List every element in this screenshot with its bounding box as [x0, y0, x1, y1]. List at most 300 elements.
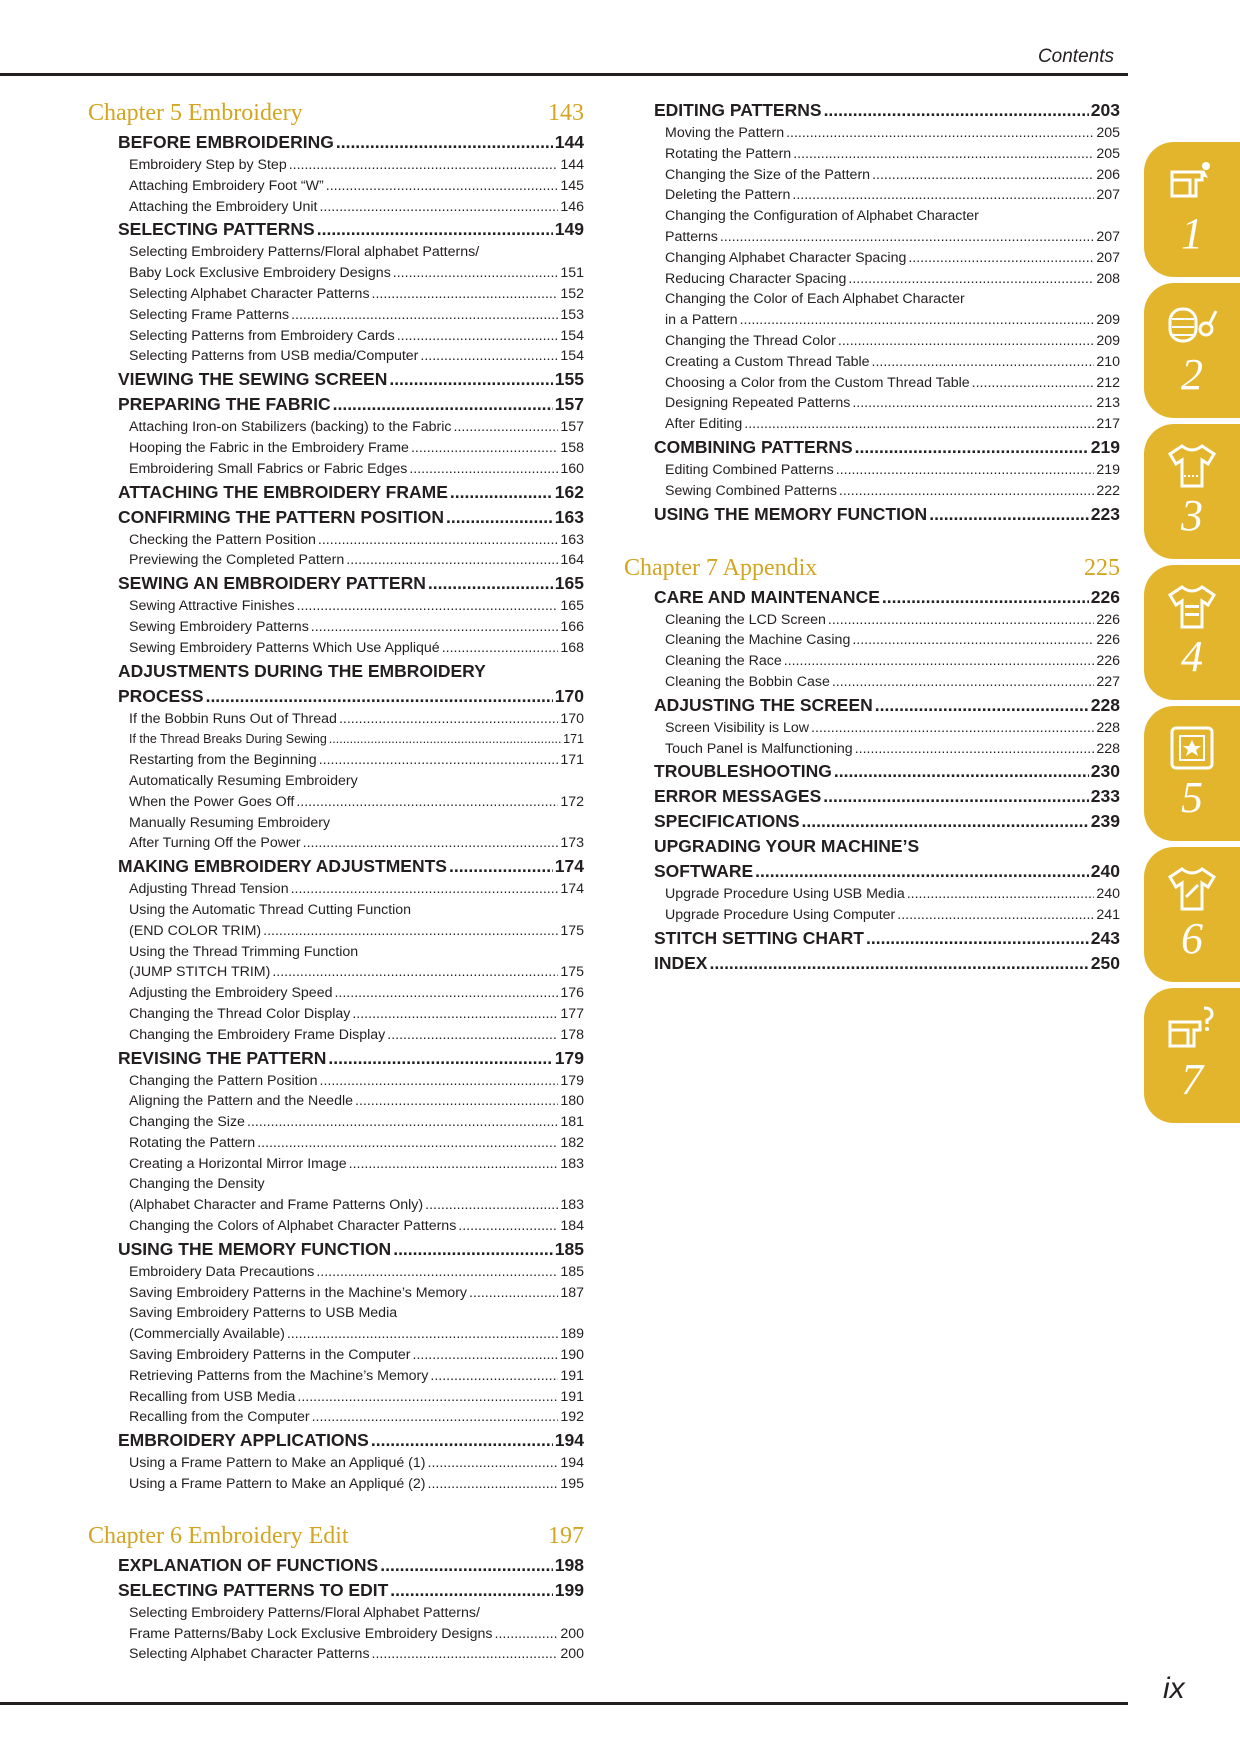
- entry-page: 145: [560, 177, 584, 194]
- chapter-heading[interactable]: [88, 1521, 584, 1551]
- toc-entry[interactable]: [88, 550, 584, 571]
- toc-section-title-line[interactable]: ADJUSTMENTS DURING THE EMBROIDERY: [118, 660, 486, 681]
- toc-entry[interactable]: [88, 729, 584, 750]
- entry-page: 226: [1096, 653, 1120, 670]
- toc-entry[interactable]: [88, 1091, 584, 1112]
- entry-page: 180: [560, 1093, 584, 1110]
- dot-leader: [972, 373, 1095, 394]
- entry-title: If the Bobbin Runs Out of Thread: [129, 710, 337, 727]
- section-page: 179: [554, 1047, 584, 1068]
- embroidery-frame-icon: [1166, 722, 1218, 774]
- entry-page: 157: [560, 419, 584, 436]
- entry-title: Attaching Iron-on Stabilizers (backing) to the Fabric: [129, 419, 452, 436]
- dot-leader: [834, 759, 1089, 784]
- toc-entry[interactable]: [88, 1112, 584, 1133]
- entry-page: 205: [1096, 125, 1120, 141]
- toc-entry[interactable]: [88, 962, 584, 983]
- entry-page: 163: [560, 531, 584, 548]
- toc-entry[interactable]: [624, 144, 1120, 165]
- section-title: USING THE MEMORY FUNCTION: [118, 1238, 392, 1259]
- entry-title: Using a Frame Pattern to Make an Appliqué (1): [129, 1455, 426, 1472]
- toc-entry[interactable]: [88, 638, 584, 659]
- entry-page: 181: [560, 1114, 584, 1131]
- entry-page: 154: [560, 348, 584, 365]
- dot-leader: [397, 326, 559, 347]
- toc-section[interactable]: [88, 480, 584, 505]
- dot-leader: [291, 879, 559, 900]
- entry-title: Adjusting the Embroidery Speed: [129, 985, 333, 1002]
- toc-section[interactable]: [88, 684, 584, 709]
- entry-title: After Turning Off the Power: [129, 835, 301, 852]
- toc-entry[interactable]: [88, 1644, 584, 1665]
- entry-page: 219: [1096, 461, 1120, 478]
- toc-entry[interactable]: [88, 833, 584, 854]
- dot-leader: [855, 739, 1095, 760]
- entry-title: Aligning the Pattern and the Needle: [129, 1093, 354, 1110]
- toc-entry-title-line[interactable]: Changing the Configuration of Alphabet Character: [665, 208, 979, 225]
- toc-entry[interactable]: [624, 331, 1120, 352]
- section-title: MAKING EMBROIDERY ADJUSTMENTS: [118, 856, 447, 877]
- toc-section[interactable]: [88, 217, 584, 242]
- entry-page: 172: [560, 793, 584, 810]
- toc-entry-title-line[interactable]: Automatically Resuming Embroidery: [129, 772, 358, 789]
- toc-entry[interactable]: [88, 346, 584, 367]
- entry-title: Retrieving Patterns from the Machine’s Memory: [129, 1367, 429, 1384]
- dot-leader: [387, 1025, 558, 1046]
- toc-entry[interactable]: [624, 905, 1120, 926]
- entry-title: Upgrade Procedure Using USB Media: [665, 886, 905, 903]
- dot-leader: [333, 392, 553, 417]
- entry-title: Embroidering Small Fabrics or Fabric Edges: [129, 460, 408, 477]
- dot-leader: [740, 310, 1095, 331]
- section-title: CARE AND MAINTENANCE: [654, 586, 880, 607]
- toc-entry[interactable]: [88, 709, 584, 730]
- entry-page: 158: [560, 439, 584, 456]
- entry-page: 174: [560, 881, 584, 898]
- dot-leader: [897, 905, 1094, 926]
- dot-leader: [907, 884, 1095, 905]
- entry-page: 207: [1096, 249, 1120, 266]
- toc-entry-title-line[interactable]: Selecting Embroidery Patterns/Floral Alphabet Patterns/: [129, 1604, 480, 1621]
- dot-leader: [832, 672, 1094, 693]
- entry-page: 191: [560, 1367, 584, 1384]
- entry-title: Upgrade Procedure Using Computer: [665, 907, 896, 924]
- toc-entry[interactable]: [88, 750, 584, 771]
- toc-entry-title-line[interactable]: Changing the Density: [129, 1176, 265, 1193]
- bottom-rule: [0, 1702, 1128, 1705]
- toc-entry[interactable]: [624, 393, 1120, 414]
- entry-title: Sewing Attractive Finishes: [129, 598, 295, 615]
- entry-title: Screen Visibility is Low: [665, 719, 810, 736]
- toc-section[interactable]: [624, 951, 1120, 976]
- dot-leader: [792, 185, 1094, 206]
- toc-section[interactable]: [88, 1237, 584, 1262]
- section-title: EXPLANATION OF FUNCTIONS: [118, 1554, 379, 1575]
- toc-entry[interactable]: [88, 459, 584, 480]
- toc-section[interactable]: [88, 130, 584, 155]
- entry-title: Sewing Embroidery Patterns: [129, 618, 309, 635]
- dot-leader: [334, 983, 558, 1004]
- toc-entry[interactable]: [624, 651, 1120, 672]
- entry-title: Sewing Combined Patterns: [665, 482, 837, 499]
- dot-leader: [838, 331, 1094, 352]
- toc-entry[interactable]: [624, 481, 1120, 502]
- entry-title: If the Thread Breaks During Sewing: [129, 732, 327, 747]
- entry-title: Recalling from USB Media: [129, 1388, 296, 1405]
- entry-page: 210: [1096, 353, 1120, 370]
- toc-entry[interactable]: [88, 596, 584, 617]
- dot-leader: [425, 1195, 558, 1216]
- dot-leader: [852, 393, 1094, 414]
- toc-entry[interactable]: [88, 1216, 584, 1237]
- entry-page: 178: [560, 1026, 584, 1043]
- entry-page: 192: [560, 1409, 584, 1426]
- toc-section-title-line[interactable]: UPGRADING YOUR MACHINE’S: [654, 836, 920, 857]
- toc-entry[interactable]: [88, 1004, 584, 1025]
- section-page: 198: [554, 1554, 584, 1575]
- toc-left-column: [88, 98, 584, 1665]
- toc-section[interactable]: [88, 854, 584, 879]
- section-title: EMBROIDERY APPLICATIONS: [118, 1430, 369, 1451]
- toc-entry[interactable]: [88, 921, 584, 942]
- toc-entry-title-line[interactable]: Using the Automatic Thread Cutting Function: [129, 901, 412, 918]
- dot-leader: [428, 1474, 559, 1495]
- toc-entry[interactable]: [88, 1262, 584, 1283]
- dot-leader: [272, 962, 558, 983]
- entry-title: Previewing the Completed Pattern: [129, 552, 345, 569]
- dot-leader: [929, 502, 1089, 527]
- chapter-tab-number: 2: [1181, 350, 1203, 399]
- dot-leader: [793, 144, 1094, 165]
- toc-entry[interactable]: [624, 185, 1120, 206]
- dot-leader: [336, 130, 553, 155]
- toc-section[interactable]: [624, 585, 1120, 610]
- dot-leader: [866, 926, 1089, 951]
- toc-entry[interactable]: [624, 352, 1120, 373]
- section-page: 223: [1090, 503, 1120, 524]
- dot-leader: [852, 630, 1094, 651]
- toc-section[interactable]: [88, 1428, 584, 1453]
- toc-entry[interactable]: [624, 630, 1120, 651]
- toc-entry-title-line[interactable]: Manually Resuming Embroidery: [129, 814, 331, 831]
- toc-section[interactable]: [624, 859, 1120, 884]
- dot-leader: [287, 1324, 558, 1345]
- entry-title: Checking the Pattern Position: [129, 531, 316, 548]
- section-title: USING THE MEMORY FUNCTION: [654, 503, 928, 524]
- section-title: STITCH SETTING CHART: [654, 927, 864, 948]
- entry-title: Cleaning the Race: [665, 653, 782, 670]
- chapter-tab-number: 4: [1181, 632, 1203, 681]
- shirt-stitch-icon: [1166, 440, 1218, 492]
- toc-entry[interactable]: [88, 1133, 584, 1154]
- entry-page: 194: [560, 1455, 584, 1472]
- dot-leader: [469, 1283, 558, 1304]
- dot-leader: [872, 352, 1095, 373]
- toc-entry[interactable]: [624, 123, 1120, 144]
- toc-entry[interactable]: [88, 1366, 584, 1387]
- toc-entry[interactable]: [624, 610, 1120, 631]
- toc-entry[interactable]: [624, 373, 1120, 394]
- entry-page: 240: [1096, 886, 1120, 903]
- chapter-page: 225: [1084, 554, 1120, 581]
- toc-section[interactable]: [624, 784, 1120, 809]
- toc-entry[interactable]: [624, 227, 1120, 248]
- entry-page: 187: [560, 1284, 584, 1301]
- entry-title: Attaching Embroidery Foot “W”: [129, 177, 324, 194]
- toc-section[interactable]: [88, 1578, 584, 1603]
- toc-entry[interactable]: [624, 248, 1120, 269]
- toc-section[interactable]: [624, 693, 1120, 718]
- dot-leader: [848, 269, 1094, 290]
- entry-page: 189: [560, 1326, 584, 1343]
- dot-leader: [372, 284, 559, 305]
- entry-page: 166: [560, 618, 584, 635]
- entry-title: Reducing Character Spacing: [665, 270, 847, 287]
- toc-entry[interactable]: [88, 438, 584, 459]
- section-page: 219: [1090, 436, 1120, 457]
- dot-leader: [339, 709, 558, 730]
- toc-entry[interactable]: [88, 1025, 584, 1046]
- toc-section[interactable]: [88, 367, 584, 392]
- toc-section[interactable]: [624, 502, 1120, 527]
- chapter-heading[interactable]: [624, 553, 1120, 583]
- dot-leader: [811, 718, 1094, 739]
- toc-entry[interactable]: [88, 1387, 584, 1408]
- toc-right-column: [624, 98, 1120, 976]
- toc-section[interactable]: [88, 392, 584, 417]
- entry-page: 160: [560, 460, 584, 477]
- chapter-tab-4[interactable]: [1144, 565, 1240, 700]
- entry-page: 168: [560, 639, 584, 656]
- section-page: 243: [1090, 927, 1120, 948]
- machine-help-icon: [1166, 1004, 1218, 1056]
- section-title: PREPARING THE FABRIC: [118, 394, 331, 415]
- entry-title: When the Power Goes Off: [129, 793, 295, 810]
- entry-page: 183: [560, 1197, 584, 1214]
- toc-entry[interactable]: [88, 1071, 584, 1092]
- dot-leader: [411, 438, 558, 459]
- toc-section[interactable]: [88, 1553, 584, 1578]
- dot-leader: [263, 921, 558, 942]
- toc-section[interactable]: [88, 505, 584, 530]
- section-title: ATTACHING THE EMBROIDERY FRAME: [118, 481, 448, 502]
- entry-page: 152: [560, 285, 584, 302]
- entry-title: Hooping the Fabric in the Embroidery Frame: [129, 439, 409, 456]
- section-page: 194: [554, 1430, 584, 1451]
- toc-section[interactable]: [624, 98, 1120, 123]
- entry-title: (JUMP STITCH TRIM): [129, 964, 271, 981]
- chapter-page: 197: [548, 1522, 584, 1549]
- section-page: 239: [1090, 811, 1120, 832]
- dot-leader: [329, 729, 561, 750]
- entry-title: Embroidery Data Precautions: [129, 1263, 315, 1280]
- entry-title: Designing Repeated Patterns: [665, 395, 851, 412]
- toc-entry[interactable]: [88, 305, 584, 326]
- entry-page: 182: [560, 1134, 584, 1151]
- toc-entry-title-line[interactable]: Saving Embroidery Patterns to USB Media: [129, 1305, 398, 1322]
- entry-page: 227: [1096, 673, 1120, 690]
- section-page: 144: [554, 132, 584, 152]
- toc-entry[interactable]: [88, 1324, 584, 1345]
- entry-page: 183: [560, 1155, 584, 1172]
- entry-title: Changing the Thread Color Display: [129, 1005, 351, 1022]
- section-title: COMBINING PATTERNS: [654, 436, 853, 457]
- dot-leader: [319, 750, 559, 771]
- dot-leader: [495, 1624, 559, 1645]
- toc-entry[interactable]: [88, 1195, 584, 1216]
- dot-leader: [389, 367, 552, 392]
- toc-entry[interactable]: [88, 879, 584, 900]
- section-page: 199: [554, 1579, 584, 1600]
- toc-entry[interactable]: [88, 155, 584, 176]
- chapter-tab-number: 5: [1181, 773, 1203, 822]
- dot-leader: [206, 684, 553, 709]
- entry-title: Selecting Alphabet Character Patterns: [129, 285, 370, 302]
- dot-leader: [296, 792, 558, 813]
- toc-entry[interactable]: [88, 326, 584, 347]
- entry-page: 208: [1096, 270, 1120, 287]
- toc-entry[interactable]: [624, 414, 1120, 435]
- toc-entry-title-line[interactable]: Using the Thread Trimming Function: [129, 943, 359, 960]
- dot-leader: [319, 197, 558, 218]
- chapter-tab-1[interactable]: [1144, 142, 1240, 277]
- entry-page: 179: [560, 1072, 584, 1089]
- dot-leader: [450, 480, 553, 505]
- toc-entry[interactable]: [88, 263, 584, 284]
- entry-page: 164: [560, 552, 584, 569]
- chapter-tab-3[interactable]: [1144, 424, 1240, 559]
- toc-entry-title-line[interactable]: Changing the Color of Each Alphabet Character: [665, 291, 965, 308]
- entry-page: 200: [560, 1646, 584, 1663]
- section-title: VIEWING THE SEWING SCREEN: [118, 369, 388, 390]
- toc-entry[interactable]: [88, 1453, 584, 1474]
- entry-title: Selecting Patterns from Embroidery Cards: [129, 327, 395, 344]
- dot-leader: [449, 854, 553, 879]
- toc-entry[interactable]: [624, 884, 1120, 905]
- section-title: BEFORE EMBROIDERING: [118, 132, 334, 152]
- dot-leader: [786, 123, 1094, 144]
- section-title: SEWING AN EMBROIDERY PATTERN: [118, 573, 426, 594]
- entry-title: (END COLOR TRIM): [129, 922, 262, 939]
- dot-leader: [839, 481, 1094, 502]
- toc-entry[interactable]: [88, 792, 584, 813]
- dot-leader: [247, 1112, 558, 1133]
- entry-title: Cleaning the Bobbin Case: [665, 673, 830, 690]
- chapter-tab-number: 7: [1181, 1055, 1203, 1104]
- entry-title: Patterns: [665, 228, 718, 245]
- section-page: 157: [554, 394, 584, 415]
- dot-leader: [328, 1046, 552, 1071]
- entry-title: (Alphabet Character and Frame Patterns Only): [129, 1197, 424, 1214]
- chapter-tab-5[interactable]: [1144, 706, 1240, 841]
- entry-title: Creating a Horizontal Mirror Image: [129, 1155, 347, 1172]
- toc-entry[interactable]: [88, 1624, 584, 1645]
- toc-section[interactable]: [624, 809, 1120, 834]
- toc-entry[interactable]: [88, 1283, 584, 1304]
- dot-leader: [720, 227, 1094, 248]
- toc-entry[interactable]: [624, 165, 1120, 186]
- toc-entry[interactable]: [88, 197, 584, 218]
- toc-entry[interactable]: [88, 1154, 584, 1175]
- section-page: 240: [1090, 861, 1120, 882]
- entry-page: 195: [560, 1476, 584, 1493]
- dot-leader: [390, 1578, 553, 1603]
- section-page: 165: [554, 573, 584, 594]
- dot-leader: [291, 305, 558, 326]
- entry-title: Recalling from the Computer: [129, 1409, 310, 1426]
- entry-page: 171: [560, 752, 584, 769]
- toc-entry[interactable]: [88, 417, 584, 438]
- dot-leader: [317, 217, 553, 242]
- entry-page: 222: [1096, 482, 1120, 499]
- section-title: INDEX: [654, 952, 708, 973]
- entry-title: Moving the Pattern: [665, 125, 785, 141]
- toc-entry[interactable]: [624, 269, 1120, 290]
- entry-page: 226: [1096, 632, 1120, 649]
- entry-page: 153: [560, 306, 584, 323]
- chapter-tab-6[interactable]: [1144, 847, 1240, 982]
- toc-entry[interactable]: [88, 530, 584, 551]
- entry-title: Selecting Frame Patterns: [129, 306, 290, 323]
- toc-entry[interactable]: [88, 983, 584, 1004]
- toc-section[interactable]: [624, 435, 1120, 460]
- dot-leader: [442, 638, 559, 659]
- entry-page: 175: [560, 964, 584, 981]
- toc-entry[interactable]: [88, 1345, 584, 1366]
- chapter-tab-2[interactable]: [1144, 283, 1240, 418]
- section-page: 250: [1090, 952, 1120, 973]
- toc-entry[interactable]: [624, 310, 1120, 331]
- entry-page: 213: [1096, 395, 1120, 412]
- dot-leader: [430, 1366, 558, 1387]
- dot-leader: [828, 610, 1094, 631]
- chapter-tab-7[interactable]: [1144, 988, 1240, 1123]
- entry-page: 165: [560, 598, 584, 615]
- dot-leader: [428, 1453, 559, 1474]
- toc-entry[interactable]: [88, 1407, 584, 1428]
- toc-section[interactable]: [88, 1046, 584, 1071]
- section-title: SPECIFICATIONS: [654, 811, 800, 832]
- entry-page: 190: [560, 1347, 584, 1364]
- entry-page: 228: [1096, 719, 1120, 736]
- toc-entry-title-line[interactable]: Selecting Embroidery Patterns/Floral alphabet Patterns/: [129, 244, 480, 261]
- entry-page: 185: [560, 1263, 584, 1280]
- entry-title: Adjusting Thread Tension: [129, 881, 289, 898]
- toc-section[interactable]: [624, 759, 1120, 784]
- shirt-edit-icon: [1166, 863, 1218, 915]
- toc-entry[interactable]: [624, 460, 1120, 481]
- toc-section[interactable]: [624, 926, 1120, 951]
- chapter-page: 143: [548, 100, 584, 126]
- chapter-heading[interactable]: [88, 98, 584, 128]
- dot-leader: [413, 1345, 559, 1366]
- toc-entry[interactable]: [88, 176, 584, 197]
- toc-entry[interactable]: [88, 617, 584, 638]
- toc-entry[interactable]: [88, 1474, 584, 1495]
- entry-title: Changing the Pattern Position: [129, 1072, 318, 1089]
- toc-section[interactable]: [88, 571, 584, 596]
- dot-leader: [346, 550, 558, 571]
- dot-leader: [824, 98, 1089, 123]
- toc-entry[interactable]: [624, 718, 1120, 739]
- entry-title: Rotating the Pattern: [129, 1134, 256, 1151]
- toc-entry[interactable]: [88, 284, 584, 305]
- section-page: 226: [1090, 586, 1120, 607]
- toc-entry[interactable]: [624, 672, 1120, 693]
- entry-title: Creating a Custom Thread Table: [665, 353, 870, 370]
- section-title: SOFTWARE: [654, 861, 754, 882]
- toc-entry[interactable]: [624, 739, 1120, 760]
